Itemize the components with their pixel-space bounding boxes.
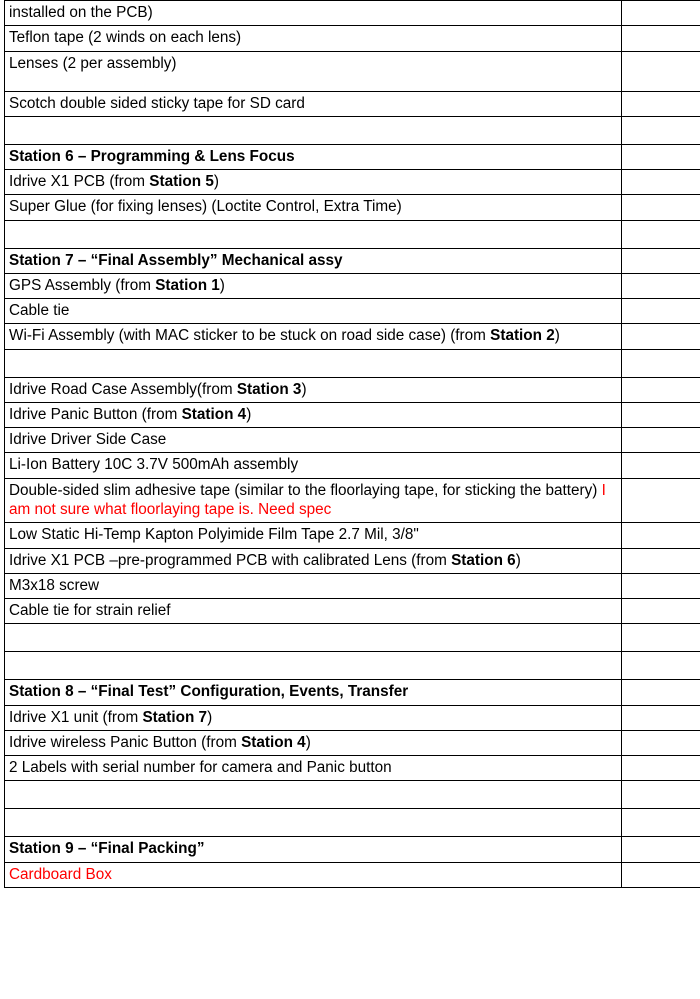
table-cell-quantity [622, 730, 700, 755]
table-cell-description [5, 453, 622, 478]
table-cell-description [5, 144, 622, 169]
quantity-value [626, 758, 700, 777]
text-segment: Scotch double sided sticky tape for SD card [9, 94, 305, 112]
cell-content [9, 352, 617, 374]
table-row [5, 862, 700, 887]
text-segment: ) [515, 551, 521, 569]
table-row [5, 144, 700, 169]
table-cell-description [5, 523, 622, 548]
table-cell-description [5, 837, 622, 862]
quantity-value [626, 654, 700, 673]
text-segment: Idrive X1 PCB (from [9, 173, 150, 191]
quantity-value [626, 865, 700, 884]
quantity-value [626, 576, 700, 595]
table-cell-description [5, 91, 622, 116]
text-segment: ) [207, 708, 213, 726]
text-segment: 2 Labels with serial number for camera and Panic button [9, 759, 392, 777]
table-row [5, 51, 700, 91]
cell-content [9, 326, 617, 345]
quantity-value [626, 405, 700, 424]
table-row [5, 170, 700, 195]
cell-content [9, 276, 617, 295]
table-row [5, 730, 700, 755]
table-cell-description [5, 195, 622, 220]
table-row [5, 599, 700, 624]
text-segment: Idrive Panic Button (from [9, 405, 182, 423]
cell-content [9, 251, 617, 270]
table-row [5, 116, 700, 144]
table-cell-quantity [622, 837, 700, 862]
cell-content [9, 551, 617, 570]
table-row [5, 837, 700, 862]
table-cell-quantity [622, 26, 700, 51]
cell-content [9, 28, 617, 47]
table-cell-quantity [622, 377, 700, 402]
cell-content [9, 576, 617, 595]
text-segment: ) [305, 733, 311, 751]
cell-content [9, 119, 617, 141]
cell-content [9, 301, 617, 320]
table-row [5, 548, 700, 573]
table-cell-quantity [622, 428, 700, 453]
table-cell-quantity [622, 652, 700, 680]
table-cell-quantity [622, 705, 700, 730]
text-segment: Li-Ion Battery 10C 3.7V 500mAh assembly [9, 456, 299, 474]
table-cell-quantity [622, 273, 700, 298]
cell-content [9, 405, 617, 424]
quantity-value [626, 54, 700, 73]
text-segment: installed on the PCB) [9, 4, 153, 21]
quantity-value [626, 601, 700, 620]
quantity-value [626, 197, 700, 216]
quantity-value [626, 147, 700, 166]
table-cell-description [5, 705, 622, 730]
quantity-value [626, 94, 700, 113]
text-segment: Double-sided slim adhesive tape (similar to the floorlaying tape, for sticking the battery) [9, 481, 602, 499]
cell-content [9, 708, 617, 727]
cell-content [9, 758, 617, 777]
table-row [5, 756, 700, 781]
quantity-value [626, 223, 700, 242]
table-row [5, 680, 700, 705]
table-cell-quantity [622, 599, 700, 624]
table-cell-quantity [622, 220, 700, 248]
quantity-value [626, 481, 700, 500]
cell-content [9, 839, 617, 858]
text-segment: Station 1 [155, 276, 220, 294]
quantity-value [626, 551, 700, 570]
cell-content [9, 525, 617, 544]
cell-content [9, 380, 617, 399]
text-segment: Teflon tape (2 winds on each lens) [9, 29, 242, 47]
text-segment: ) [246, 405, 252, 423]
quantity-value [626, 251, 700, 270]
text-segment: Idrive X1 PCB –pre-programmed PCB with calibrated Lens (from [9, 551, 452, 569]
table-cell-description [5, 170, 622, 195]
text-segment: Station 3 [236, 380, 302, 398]
table-cell-quantity [622, 680, 700, 705]
table-cell-quantity [622, 299, 700, 324]
text-segment: ) [219, 276, 225, 294]
table-row [5, 781, 700, 809]
quantity-value [626, 708, 700, 727]
text-segment: Station 4 [241, 733, 306, 751]
cell-content [9, 481, 617, 520]
cell-content [9, 54, 617, 73]
bill-of-materials-table [4, 0, 700, 888]
text-segment: GPS Assembly (from [9, 276, 156, 294]
table-row [5, 91, 700, 116]
text-segment: Idrive wireless Panic Button (from [9, 733, 242, 751]
table-cell-quantity [622, 523, 700, 548]
table-cell-quantity [622, 756, 700, 781]
table-body [5, 1, 700, 888]
cell-content [9, 94, 617, 113]
quantity-value [626, 783, 700, 802]
quantity-value [626, 352, 700, 371]
text-segment: ) [213, 173, 219, 191]
quantity-value [626, 28, 700, 47]
text-segment: Station 9 – “Final Packing” [9, 840, 205, 858]
text-segment: Station 2 [490, 327, 555, 345]
text-segment: ) [554, 327, 560, 345]
quantity-value [626, 430, 700, 449]
cell-content [9, 783, 617, 805]
table-row [5, 324, 700, 349]
table-cell-description [5, 730, 622, 755]
text-segment: Idrive Road Case Assembly(from [9, 380, 237, 398]
quantity-value [626, 733, 700, 752]
table-cell-quantity [622, 170, 700, 195]
text-segment: Station 7 [142, 708, 208, 726]
text-segment: I am not sure what floorlaying tape is. Need spec [9, 481, 606, 518]
cell-content [9, 626, 617, 648]
cell-content [9, 147, 617, 166]
quantity-value [626, 3, 700, 22]
table-cell-quantity [622, 862, 700, 887]
text-segment: Super Glue (for fixing lenses) (Loctite Control, Extra Time) [9, 198, 402, 216]
table-row [5, 624, 700, 652]
text-segment: Station 6 – Programming & Lens Focus [9, 147, 295, 165]
table-row [5, 428, 700, 453]
text-segment: Low Static Hi-Temp Kapton Polyimide Film Tape 2.7 Mil, 3/8" [9, 526, 419, 544]
cell-content [9, 654, 617, 676]
cell-content [9, 733, 617, 752]
quantity-value [626, 682, 700, 701]
table-cell-spacer [5, 116, 622, 144]
table-cell-quantity [622, 453, 700, 478]
table-row [5, 573, 700, 598]
table-cell-quantity [622, 1, 700, 26]
table-cell-spacer [5, 220, 622, 248]
table-cell-quantity [622, 548, 700, 573]
cell-content [9, 601, 617, 620]
table-cell-quantity [622, 809, 700, 837]
quantity-value [626, 326, 700, 345]
quantity-value [626, 525, 700, 544]
cell-content [9, 197, 617, 216]
table-cell-spacer [5, 624, 622, 652]
table-row [5, 349, 700, 377]
table-row [5, 453, 700, 478]
cell-content [9, 455, 617, 474]
table-cell-quantity [622, 478, 700, 523]
table-row [5, 1, 700, 26]
text-segment: Station 8 – “Final Test” Configuration, Events, Transfer [9, 683, 409, 701]
text-segment: Station 6 [451, 551, 516, 569]
quantity-value [626, 301, 700, 320]
table-cell-description [5, 599, 622, 624]
table-cell-quantity [622, 248, 700, 273]
text-segment: Idrive X1 unit (from [9, 708, 143, 726]
table-row [5, 273, 700, 298]
table-cell-description [5, 402, 622, 427]
cell-content [9, 865, 617, 884]
table-cell-description [5, 548, 622, 573]
text-segment: Cable tie for strain relief [9, 602, 171, 620]
text-segment: Idrive Driver Side Case [9, 431, 167, 449]
table-row [5, 402, 700, 427]
table-cell-quantity [622, 624, 700, 652]
cell-content [9, 223, 617, 245]
cell-content [9, 811, 617, 833]
table-row [5, 248, 700, 273]
table-cell-description [5, 756, 622, 781]
cell-content [9, 3, 617, 22]
text-segment: Wi-Fi Assembly (with MAC sticker to be stuck on road side case) (from [9, 327, 491, 345]
table-cell-description [5, 273, 622, 298]
text-segment: M3x18 screw [9, 576, 100, 594]
table-cell-spacer [5, 349, 622, 377]
table-cell-description [5, 51, 622, 91]
table-cell-description [5, 299, 622, 324]
table-row [5, 652, 700, 680]
text-segment: Station 4 [181, 405, 247, 423]
table-cell-description [5, 862, 622, 887]
cell-content [9, 682, 617, 701]
text-segment: Lenses (2 per assembly) [9, 54, 177, 72]
quantity-value [626, 380, 700, 399]
table-row [5, 299, 700, 324]
quantity-value [626, 839, 700, 858]
table-cell-spacer [5, 652, 622, 680]
cell-content [9, 172, 617, 191]
table-row [5, 478, 700, 523]
table-cell-description [5, 248, 622, 273]
table-cell-description [5, 324, 622, 349]
table-cell-spacer [5, 781, 622, 809]
quantity-value [626, 455, 700, 474]
table-cell-quantity [622, 402, 700, 427]
table-cell-quantity [622, 144, 700, 169]
text-segment: Cable tie [9, 302, 70, 320]
table-cell-description [5, 377, 622, 402]
table-cell-description [5, 478, 622, 523]
text-segment: ) [301, 380, 307, 398]
cell-content [9, 430, 617, 449]
quantity-value [626, 119, 700, 138]
table-row [5, 195, 700, 220]
table-cell-quantity [622, 116, 700, 144]
table-row [5, 377, 700, 402]
table-row [5, 705, 700, 730]
table-row [5, 809, 700, 837]
table-row [5, 523, 700, 548]
table-cell-quantity [622, 324, 700, 349]
table-row [5, 220, 700, 248]
table-cell-description [5, 680, 622, 705]
text-segment: Station 5 [149, 173, 214, 191]
quantity-value [626, 811, 700, 830]
quantity-value [626, 626, 700, 645]
quantity-value [626, 276, 700, 295]
table-cell-description [5, 428, 622, 453]
table-cell-quantity [622, 781, 700, 809]
table-cell-description [5, 1, 622, 26]
table-row [5, 26, 700, 51]
text-segment: Station 7 – “Final Assembly” Mechanical assy [9, 251, 343, 269]
table-cell-quantity [622, 51, 700, 91]
table-cell-quantity [622, 195, 700, 220]
table-cell-description [5, 573, 622, 598]
quantity-value [626, 172, 700, 191]
table-cell-spacer [5, 809, 622, 837]
table-cell-quantity [622, 573, 700, 598]
table-cell-quantity [622, 349, 700, 377]
table-cell-quantity [622, 91, 700, 116]
text-segment: Cardboard Box [9, 865, 112, 883]
table-cell-description [5, 26, 622, 51]
